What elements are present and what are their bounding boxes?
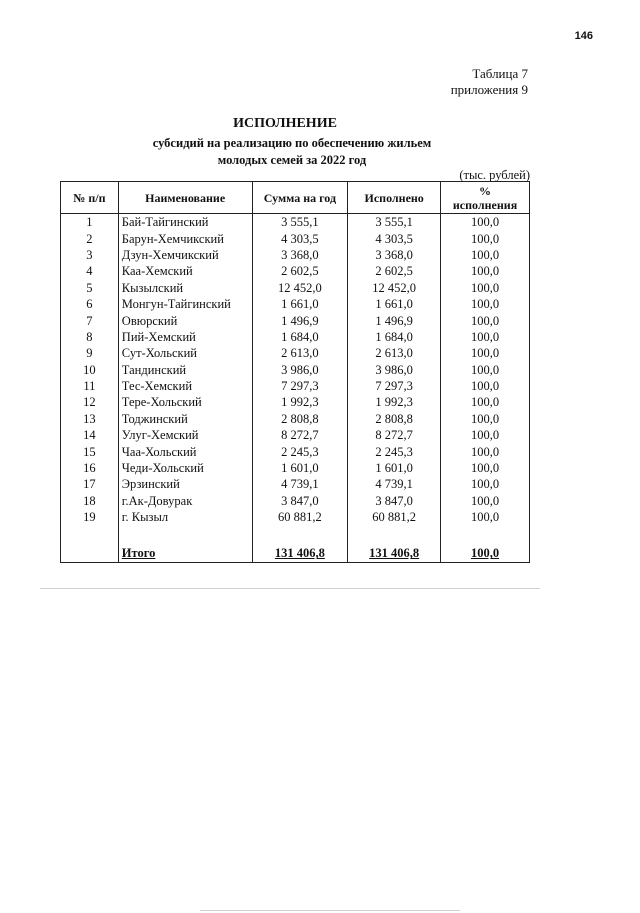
cell-num: 7 [61,312,119,328]
cell-name: Чеди-Хольский [118,460,252,476]
cell-pct: 100,0 [441,476,530,492]
cell-num: 14 [61,427,119,443]
table-body [61,214,530,563]
table-header-row [61,182,530,214]
cell-name: Тандинский [118,362,252,378]
cell-num: 19 [61,509,119,525]
cell-sum: 2 808,8 [252,411,348,427]
cell-name: г.Ак-Довурак [118,493,252,509]
cell-done: 1 601,0 [348,460,441,476]
spacer-cell [61,525,119,544]
cell-sum: 2 602,5 [252,263,348,279]
cell-sum: 4 303,5 [252,230,348,246]
cell-pct: 100,0 [441,460,530,476]
cell-num: 4 [61,263,119,279]
scan-artifact-line [40,588,540,589]
table-row [61,280,530,296]
cell-done: 1 496,9 [348,312,441,328]
cell-num: 9 [61,345,119,361]
cell-sum: 1 992,3 [252,394,348,410]
subtitle-line-1: субсидий на реализацию по обеспечению жильем [152,136,432,150]
page-number: 146 [574,30,593,42]
document-subtitle [0,135,612,169]
caption-appendix-label: приложения 9 [450,82,528,97]
table-row [61,460,530,476]
cell-pct: 100,0 [441,296,530,312]
cell-num: 2 [61,230,119,246]
cell-sum: 1 601,0 [252,460,348,476]
cell-num: 11 [61,378,119,394]
cell-sum: 3 986,0 [252,362,348,378]
table-row [61,378,530,394]
table-row [61,476,530,492]
header-num: № п/п [61,182,119,214]
cell-num: 12 [61,394,119,410]
cell-name: Чаа-Хольский [118,443,252,459]
table-row [61,443,530,459]
table-row [61,312,530,328]
spacer-cell [252,525,348,544]
cell-done: 2 245,3 [348,443,441,459]
cell-done: 7 297,3 [348,378,441,394]
header-name: Наименование [118,182,252,214]
total-sum: 131 406,8 [252,544,348,563]
table-row [61,427,530,443]
units-note: (тыс. рублей) [459,168,530,182]
header-pct-symbol: % [479,183,492,198]
cell-pct: 100,0 [441,493,530,509]
execution-table [60,181,530,563]
cell-name: Тере-Хольский [118,394,252,410]
cell-num: 5 [61,280,119,296]
cell-sum: 4 739,1 [252,476,348,492]
table-row [61,411,530,427]
caption-table-label: Таблица 7 [472,66,528,81]
cell-pct: 100,0 [441,247,530,263]
cell-done: 3 368,0 [348,247,441,263]
cell-sum: 60 881,2 [252,509,348,525]
table-row [61,247,530,263]
cell-done: 60 881,2 [348,509,441,525]
cell-done: 3 555,1 [348,214,441,231]
cell-pct: 100,0 [441,362,530,378]
cell-name: Сут-Хольский [118,345,252,361]
header-sum: Сумма на год [252,182,348,214]
subtitle-line-2: молодых семей за 2022 год [217,153,367,167]
cell-num: 15 [61,443,119,459]
cell-done: 2 613,0 [348,345,441,361]
table-row [61,362,530,378]
cell-num: 10 [61,362,119,378]
table-row [61,263,530,279]
cell-name: Пий-Хемский [118,329,252,345]
total-num [61,544,119,563]
cell-pct: 100,0 [441,263,530,279]
header-pct [441,182,530,214]
cell-pct: 100,0 [441,394,530,410]
cell-name: Овюрский [118,312,252,328]
cell-pct: 100,0 [441,411,530,427]
cell-done: 3 847,0 [348,493,441,509]
cell-name: Эрзинский [118,476,252,492]
cell-sum: 7 297,3 [252,378,348,394]
table-row [61,394,530,410]
cell-name: Улуг-Хемский [118,427,252,443]
cell-done: 1 684,0 [348,329,441,345]
cell-done: 2 808,8 [348,411,441,427]
scan-artifact-line [200,910,460,911]
cell-pct: 100,0 [441,345,530,361]
cell-num: 13 [61,411,119,427]
cell-sum: 1 661,0 [252,296,348,312]
cell-name: Барун-Хемчикский [118,230,252,246]
cell-num: 17 [61,476,119,492]
cell-num: 3 [61,247,119,263]
cell-name: Монгун-Тайгинский [118,296,252,312]
cell-pct: 100,0 [441,312,530,328]
cell-done: 1 992,3 [348,394,441,410]
cell-pct: 100,0 [441,427,530,443]
document-title: ИСПОЛНЕНИЕ [233,116,337,131]
table-row [61,509,530,525]
cell-name: Каа-Хемский [118,263,252,279]
cell-sum: 3 847,0 [252,493,348,509]
cell-done: 4 739,1 [348,476,441,492]
spacer-cell [441,525,530,544]
cell-pct: 100,0 [441,214,530,231]
table-total-row [61,544,530,563]
table-row [61,214,530,231]
table-row [61,493,530,509]
cell-done: 2 602,5 [348,263,441,279]
table-row [61,329,530,345]
cell-done: 3 986,0 [348,362,441,378]
cell-pct: 100,0 [441,230,530,246]
cell-sum: 1 496,9 [252,312,348,328]
cell-pct: 100,0 [441,280,530,296]
cell-num: 6 [61,296,119,312]
cell-name: Кызылский [118,280,252,296]
cell-sum: 3 368,0 [252,247,348,263]
cell-done: 8 272,7 [348,427,441,443]
cell-name: Бай-Тайгинский [118,214,252,231]
cell-name: Тес-Хемский [118,378,252,394]
cell-name: г. Кызыл [118,509,252,525]
total-name: Итого [118,544,252,563]
cell-sum: 2 245,3 [252,443,348,459]
cell-pct: 100,0 [441,509,530,525]
cell-num: 16 [61,460,119,476]
cell-pct: 100,0 [441,443,530,459]
cell-done: 12 452,0 [348,280,441,296]
table-row [61,230,530,246]
total-done: 131 406,8 [348,544,441,563]
header-done: Исполнено [348,182,441,214]
cell-name: Дзун-Хемчикский [118,247,252,263]
table-row [61,345,530,361]
cell-done: 4 303,5 [348,230,441,246]
cell-num: 18 [61,493,119,509]
cell-pct: 100,0 [441,329,530,345]
cell-pct: 100,0 [441,378,530,394]
cell-name: Тоджинский [118,411,252,427]
header-pct-label: исполнения [452,197,518,212]
cell-sum: 8 272,7 [252,427,348,443]
spacer-cell [348,525,441,544]
cell-done: 1 661,0 [348,296,441,312]
cell-sum: 2 613,0 [252,345,348,361]
table-caption [228,66,528,98]
cell-sum: 12 452,0 [252,280,348,296]
total-pct: 100,0 [441,544,530,563]
cell-sum: 3 555,1 [252,214,348,231]
table-spacer-row [61,525,530,544]
cell-sum: 1 684,0 [252,329,348,345]
table-row [61,296,530,312]
cell-num: 8 [61,329,119,345]
spacer-cell [118,525,252,544]
cell-num: 1 [61,214,119,231]
